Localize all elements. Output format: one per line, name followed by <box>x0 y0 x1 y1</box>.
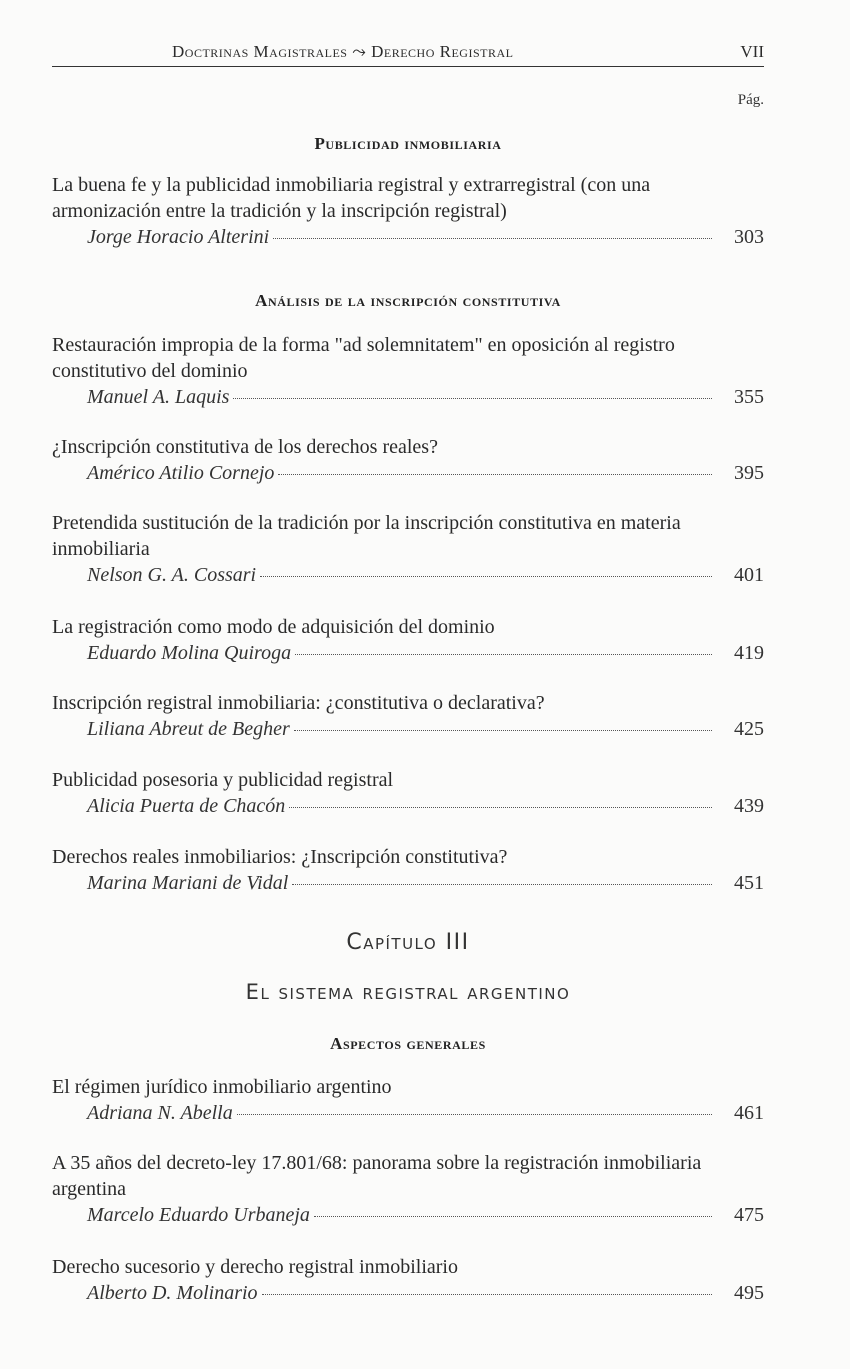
section-heading: Aspectos generales <box>330 1034 486 1053</box>
entry-author: Marina Mariani de Vidal <box>87 872 289 894</box>
dot-leader <box>278 473 712 475</box>
entry-author: Adriana N. Abella <box>87 1102 233 1124</box>
entry-title: Pretendida sustitución de la tradición por la inscripción constitutiva en materia inmobiliaria <box>52 512 681 560</box>
running-header <box>52 38 764 67</box>
entry-author: Américo Atilio Cornejo <box>87 462 275 484</box>
entry-page: 495 <box>734 1282 764 1304</box>
entry-page: 439 <box>734 795 764 817</box>
entry-title: La registración como modo de adquisición del dominio <box>52 616 495 638</box>
entry-title: La buena fe y la publicidad inmobiliaria registral y extrarregistral (con una armonización entre la tradición y la inscripción registral) <box>52 174 651 222</box>
entry-author-line <box>52 1202 764 1228</box>
entry-page: 395 <box>734 462 764 484</box>
entry-author: Alicia Puerta de Chacón <box>87 795 286 817</box>
running-title: Doctrinas Magistrales ⤳ Derecho Registral <box>172 42 514 61</box>
dot-leader <box>289 806 712 808</box>
toc-entry[interactable] <box>52 172 764 250</box>
dot-leader <box>294 729 712 731</box>
dot-leader <box>295 653 712 655</box>
entry-author-line <box>52 384 764 410</box>
section-heading: Publicidad inmobiliaria <box>314 134 502 153</box>
entry-page: 303 <box>734 226 764 248</box>
dot-leader <box>262 1293 712 1295</box>
entry-author: Nelson G. A. Cossari <box>87 564 257 586</box>
entry-author: Eduardo Molina Quiroga <box>87 642 292 664</box>
entry-author-line <box>52 716 764 742</box>
toc-entry[interactable] <box>52 690 764 742</box>
entry-author-line <box>52 224 764 250</box>
toc-entry[interactable] <box>52 844 764 896</box>
entry-author: Alberto D. Molinario <box>87 1282 258 1304</box>
toc-entry[interactable] <box>52 1254 764 1306</box>
entry-title: ¿Inscripción constitutiva de los derechos reales? <box>52 436 438 458</box>
entry-page: 401 <box>734 564 764 586</box>
dot-leader <box>273 237 712 239</box>
chapter-title: El sistema registral argentino <box>245 980 571 1004</box>
dot-leader <box>237 1113 712 1115</box>
entry-page: 451 <box>734 872 764 894</box>
toc-entry[interactable] <box>52 332 764 410</box>
entry-page: 355 <box>734 386 764 408</box>
entry-title: El régimen jurídico inmobiliario argentino <box>52 1076 392 1098</box>
toc-page <box>52 0 764 1369</box>
chapter-number: Capítulo III <box>346 930 470 955</box>
pag-column-label: Pág. <box>737 92 764 108</box>
toc-entry[interactable] <box>52 1150 764 1228</box>
entry-author-line <box>52 562 764 588</box>
entry-title: Derecho sucesorio y derecho registral inmobiliario <box>52 1256 458 1278</box>
toc-entry[interactable] <box>52 1074 764 1126</box>
section-heading: Análisis de la inscripción constitutiva <box>255 291 561 310</box>
dot-leader <box>292 883 712 885</box>
entry-author-line <box>52 793 764 819</box>
entry-author-line <box>52 640 764 666</box>
entry-author-line <box>52 460 764 486</box>
entry-page: 419 <box>734 642 764 664</box>
toc-entry[interactable] <box>52 510 764 588</box>
dot-leader <box>260 575 712 577</box>
entry-author-line <box>52 1100 764 1126</box>
entry-page: 475 <box>734 1204 764 1226</box>
entry-title: Publicidad posesoria y publicidad registral <box>52 769 394 791</box>
toc-entry[interactable] <box>52 434 764 486</box>
page-number: VII <box>740 42 764 61</box>
entry-title: Derechos reales inmobiliarios: ¿Inscripción constitutiva? <box>52 846 508 868</box>
toc-entry[interactable] <box>52 614 764 666</box>
dot-leader <box>233 397 712 399</box>
entry-title: Restauración impropia de la forma "ad solemnitatem" en oposición al registro constitutivo del dominio <box>52 334 675 382</box>
entry-title: A 35 años del decreto-ley 17.801/68: panorama sobre la registración inmobiliaria argentina <box>52 1152 702 1200</box>
entry-title: Inscripción registral inmobiliaria: ¿constitutiva o declarativa? <box>52 692 545 714</box>
entry-author: Liliana Abreut de Begher <box>87 718 290 740</box>
dot-leader <box>314 1215 712 1217</box>
entry-author-line <box>52 1280 764 1306</box>
entry-author: Manuel A. Laquis <box>87 386 230 408</box>
entry-page: 425 <box>734 718 764 740</box>
toc-entry[interactable] <box>52 767 764 819</box>
entry-page: 461 <box>734 1102 764 1124</box>
entry-author-line <box>52 870 764 896</box>
entry-author: Marcelo Eduardo Urbaneja <box>87 1204 310 1226</box>
entry-author: Jorge Horacio Alterini <box>87 226 270 248</box>
